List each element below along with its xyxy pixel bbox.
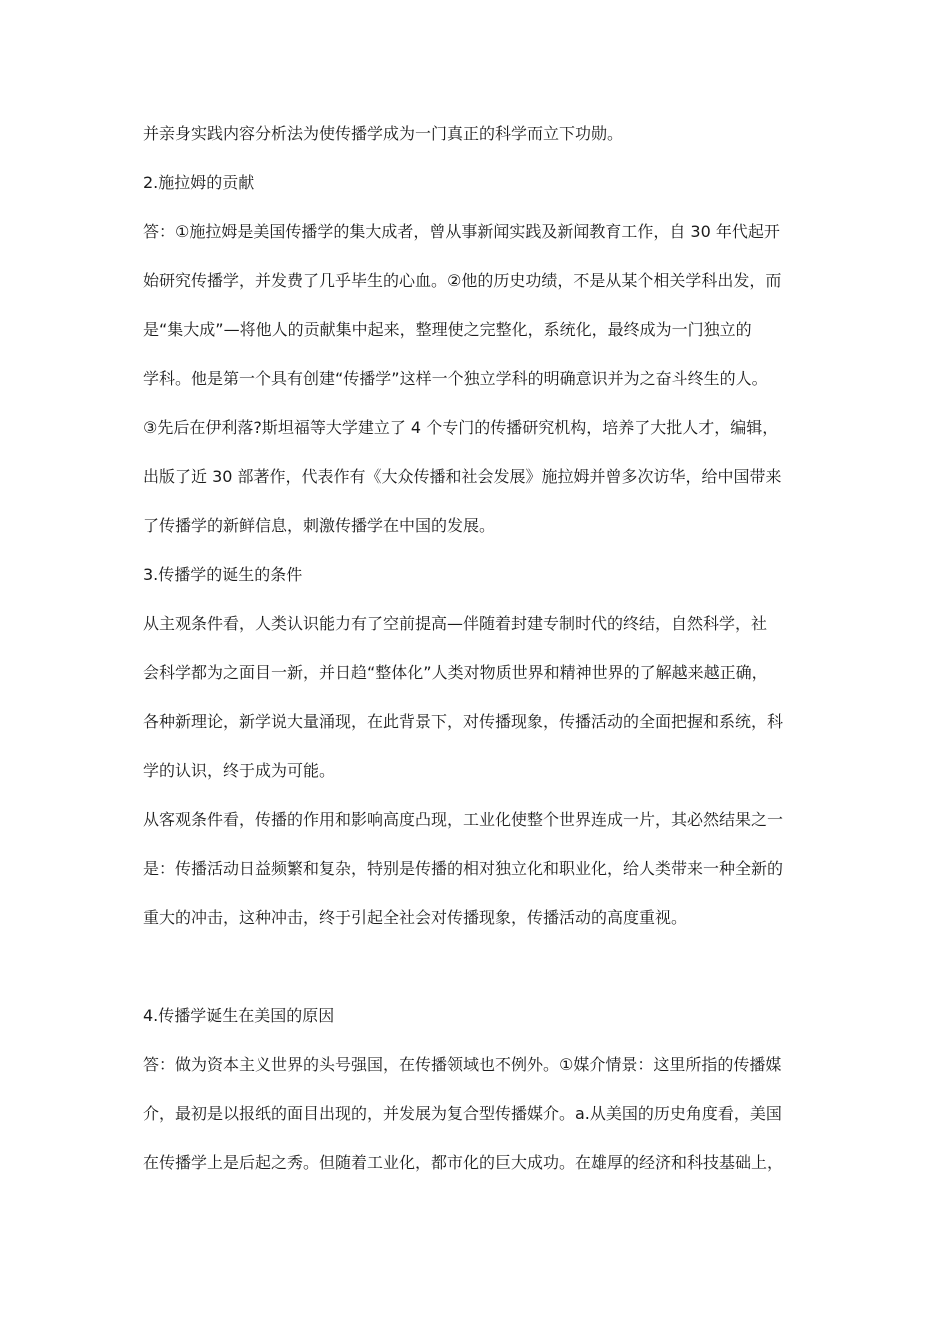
text-line-4: 始研究传播学，并发费了几乎毕生的心血。②他的历史功绩，不是从某个相关学科出发，而: [143, 271, 782, 290]
text-line-9: 了传播学的新鲜信息，刺激传播学在中国的发展。: [143, 516, 496, 535]
text-line-7: ③先后在伊利落?斯坦福等大学建立了 4 个专门的传播研究机构，培养了大批人才，编辑，: [143, 418, 779, 437]
text-line-5: 是“集大成”—将他人的贡献集中起来，整理使之完整化，系统化，最终成为一门独立的: [143, 320, 752, 339]
text-line-8: 出版了近 30 部著作，代表作有《大众传播和社会发展》施拉姆并曾多次访华，给中国带来: [143, 467, 782, 486]
text-line-19: 答：做为资本主义世界的头号强国，在传播领域也不例外。①媒介情景：这里所指的传播媒: [143, 1055, 782, 1074]
section-heading-2: 2.施拉姆的贡献: [143, 173, 255, 192]
text-line-13: 各种新理论，新学说大量涌现，在此背景下，对传播现象，传播活动的全面把握和系统，科: [143, 712, 784, 731]
text-line-21: 在传播学上是后起之秀。但随着工业化，都市化的巨大成功。在雄厚的经济和科技基础上，: [143, 1153, 784, 1172]
text-line-6: 学科。他是第一个具有创建“传播学”这样一个独立学科的明确意识并为之奋斗终生的人。: [143, 369, 768, 388]
text-line-15: 从客观条件看，传播的作用和影响高度凸现，工业化使整个世界连成一片，其必然结果之一: [143, 810, 784, 829]
text-line-1: 并亲身实践内容分析法为使传播学成为一门真正的科学而立下功勋。: [143, 124, 624, 143]
section-heading-4: 4.传播学诞生在美国的原因: [143, 1006, 335, 1025]
text-line-11: 从主观条件看，人类认识能力有了空前提高—伴随着封建专制时代的终结，自然科学，社: [143, 614, 768, 633]
text-line-17: 重大的冲击，这种冲击，终于引起全社会对传播现象，传播活动的高度重视。: [143, 908, 688, 927]
section-heading-3: 3.传播学的诞生的条件: [143, 565, 303, 584]
text-line-14: 学的认识，终于成为可能。: [143, 761, 336, 780]
text-line-3: 答：①施拉姆是美国传播学的集大成者，曾从事新闻实践及新闻教育工作，自 30 年代起开: [143, 222, 780, 241]
document-page: [143, 124, 813, 1173]
text-line-20: 介，最初是以报纸的面目出现的，并发展为复合型传播媒介。a.从美国的历史角度看，美国: [143, 1104, 782, 1123]
text-line-12: 会科学都为之面目一新，并日趋“整体化”人类对物质世界和精神世界的了解越来越正确，: [143, 663, 768, 682]
text-line-16: 是：传播活动日益频繁和复杂，特别是传播的相对独立化和职业化，给人类带来一种全新的: [143, 859, 784, 878]
